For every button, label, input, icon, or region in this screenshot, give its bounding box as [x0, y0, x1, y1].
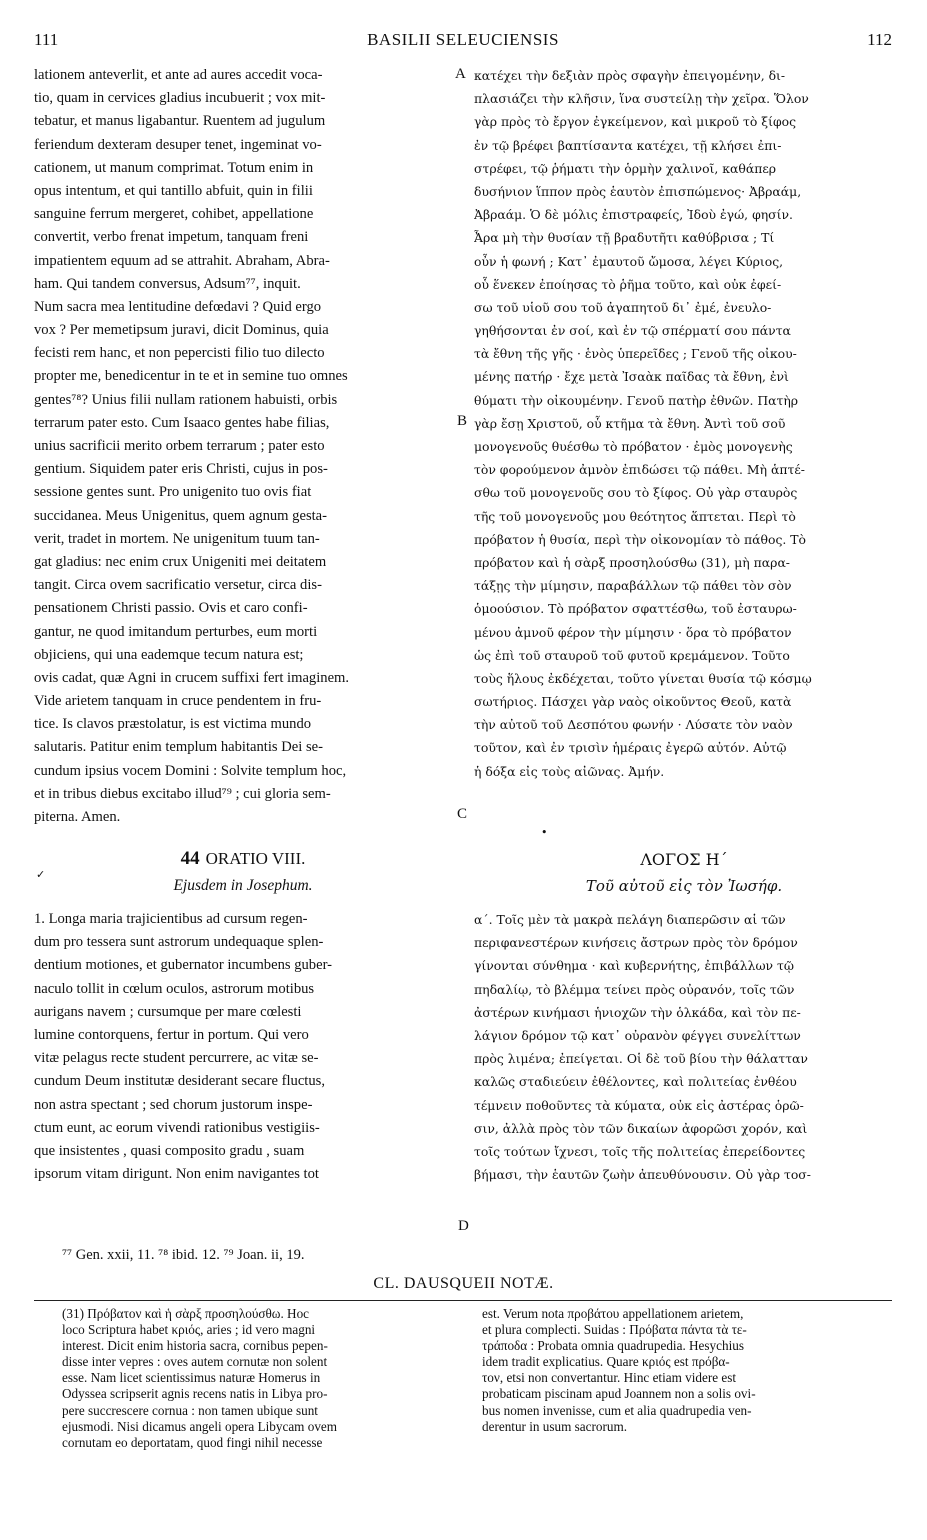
greek-text-line: γὰρ πρὸς τὸ ἔργον ἐγκείμενον, καὶ μικροῦ τὸ ξίφος: [474, 114, 797, 130]
greek-body-text-line: βήμασι, τὴν ἑαυτῶν ζωὴν ἀπευθύνουσιν. Οὐ γὰρ τοσ-: [474, 1167, 811, 1183]
notes-heading: CL. DAUSQUEII NOTÆ.: [373, 1275, 554, 1292]
section-marker-d: D: [458, 1218, 469, 1234]
latin-text-line: ham. Qui tandem conversus, Adsum⁷⁷, inquit.: [34, 275, 301, 292]
latin-column-body: [34, 908, 452, 1194]
latin-body-text-line: aurigans navem ; cursumque per mare cœlesti: [34, 1003, 302, 1020]
latin-text-line: gentium. Siquidem pater eris Christi, cujus in pos-: [34, 461, 328, 478]
latin-text-line: ovis cadat, quæ Agni in crucem suffixi fert imaginem.: [34, 669, 350, 686]
latin-body-text-line: dum pro tessera sunt astrorum undequaque splen-: [34, 934, 324, 951]
latin-text-line: convertit, verbo frenat impetum, tanquam freni: [34, 229, 309, 246]
greek-text-line: ἐν τῷ βρέφει βαπτίσαντα κατέχει, τῇ κλήσει ἐπι-: [474, 137, 782, 153]
note-right-text-line: τον, etsi non convertantur. Hinc etiam videre est: [482, 1370, 737, 1386]
greek-text-line: γὰρ ἔσῃ Χριστοῦ, οὗ κτῆμα τὰ ἔθνη. Ἀντὶ τοῦ σοῦ: [474, 415, 786, 431]
latin-text-line: opus intentum, et qui tantillo abfuit, quin in filii: [34, 182, 313, 199]
latin-text-line: Num sacra mea lentitudine defœdavi ? Quid ergo: [34, 298, 322, 315]
footnotes: ⁷⁷ Gen. xxii, 11. ⁷⁸ ibid. 12. ⁷⁹ Joan. ii, 19.: [62, 1247, 305, 1263]
latin-text-line: et in tribus diebus excitabo illud⁷⁹ ; cui gloria sem-: [34, 785, 331, 802]
greek-text-line: δυσήνιον ἵππον πρὸς ἑαυτὸν ἐπισπώμενος· Ἀβραάμ,: [474, 183, 802, 199]
latin-text-line: gat gladius: nec enim crux Unigeniti mei deitatem: [34, 553, 327, 570]
note-right-text-line: est. Verum nota προβάτου appellationem arietem,: [482, 1306, 744, 1321]
greek-body-text-line: α´. Τοῖς μὲν τὰ μακρὰ πελάγη διαπερῶσιν αἱ τῶν: [474, 912, 786, 927]
greek-text-line: σωτήριος. Πάσχει γὰρ ναὸς οἰκοῦντος Θεοῦ, κατὰ: [474, 694, 792, 710]
greek-body-text-line: περιφανεστέρων κινήσεις ἄστρων πρὸς τὸν δρόμον: [474, 935, 798, 951]
greek-body-text-line: γίνονται σύνθημα · καὶ κυβερνήτης, ἐπιβάλλων τῷ: [474, 958, 794, 974]
latin-text-line: fecisti rem hanc, et non pepercisti filio tuo dilecto: [34, 345, 325, 362]
latin-text-line: pensationem Christi passio. Ovis et caro confi-: [34, 600, 308, 617]
latin-body-text-line: dentium motiones, et gubernator incumbens guber-: [34, 957, 332, 974]
greek-text-line: τῆς τοῦ μονογενοῦς μου θεότητος ἅπτεται. Περὶ τὸ: [474, 508, 796, 524]
latin-text-line: gantur, ne quod imitandum perturbes, eum morti: [34, 623, 318, 640]
note-left-text-line: ejusmodi. Nisi dicamus angeli opera Libycam ovem: [62, 1418, 338, 1434]
latin-text-line: tebatur, et manus ligabantur. Ruentem ad jugulum: [34, 113, 326, 130]
greek-text-line: θύματι τὴν οἰκουμένην. Γενοῦ πατὴρ ἐθνῶν. Πατὴρ: [474, 392, 799, 408]
note-left-text-line: cornutam eo deportatam, quod fingi nihil necesse: [62, 1434, 323, 1450]
latin-text-line: impatientem equum ad se attrahit. Abraham, Abra-: [34, 252, 330, 269]
latin-title-text: ORATIO VIII.: [205, 849, 306, 868]
greek-text-line: Ἀβραάμ. Ὁ δὲ μόλις ἐπιστραφείς, Ἰδοὺ ἐγώ, φησίν.: [474, 207, 793, 223]
latin-text-line: Vide arietem tanquam in cruce pendentem in fru-: [34, 693, 322, 710]
latin-text-line: terrarum pater esto. Cum Isaaco gentes habe filias,: [34, 414, 330, 431]
greek-text-line: πρόβατον καὶ ἡ σὰρξ προσηλούσθω (31), μὴ παρα-: [474, 554, 790, 570]
latin-body-text-line: ctum eunt, ac eorum vivendi rationibus vestigiis-: [34, 1119, 320, 1136]
page-number-right: 112: [867, 30, 892, 49]
greek-oration-title: ΛΟΓΟΣ Η´: [640, 850, 728, 869]
greek-text-line: πρόβατον ἡ θυσία, περὶ τὴν οἰκονομίαν τὸ πάθος. Τὸ: [474, 531, 807, 547]
notes-rule: [34, 1300, 892, 1301]
latin-body-text-line: cundum Deum institutæ desiderant secare fluctus,: [34, 1073, 325, 1090]
latin-text-line: tio, quam in cervices gladius incubuerit ; vox mit-: [34, 90, 326, 107]
latin-text-line: propter me, benedicentur in te et in semine tuo omnes: [34, 368, 348, 385]
greek-body-text-line: τέμνειν ποθοῦντες τὰ κύματα, οὐκ εἰς ἀστέρας ὁρῶ-: [474, 1097, 804, 1113]
latin-text-line: succidanea. Meus Unigenitus, quem agnum gesta-: [34, 507, 328, 524]
greek-text-line: ἡ δόξα εἰς τοὺς αἰῶνας. Ἀμήν.: [474, 763, 665, 779]
greek-text-line: μένης πατήρ · ἔχε μετὰ Ἰσαὰκ παῖδας τὰ ἔθνη, ἐνὶ: [474, 369, 789, 385]
latin-text-line: tice. Is clavos præstolatur, is est victima mundo: [34, 716, 312, 733]
greek-text-line: μονογενοῦς θυέσθω τὸ πρόβατον · ἐμὸς μονογενὴς: [474, 439, 793, 454]
note-right-text-line: derentur in usum sacrorum.: [482, 1418, 628, 1434]
greek-text-line: πλασιάζει τὴν κλῆσιν, ἵνα συστείλῃ τὴν χεῖρα. Ὅλον: [474, 91, 809, 107]
note-right-text-line: bus nomen invenisse, cum et alia quadrupedia ven-: [482, 1402, 752, 1418]
note-left-text-line: disse inter vepres : oves autem cornutæ non solent: [62, 1354, 328, 1370]
note-right-text-line: et plura complecti. Suidas : Πρόβατα πάντα τὰ τε-: [482, 1322, 747, 1338]
note-left-text-line: interest. Dicit enim historia sacra, cornibus pepen-: [62, 1338, 328, 1354]
margin-mark-icon: ✓: [36, 868, 46, 881]
latin-text-line: salutaris. Patitur enim templum habitantis Dei se-: [34, 739, 323, 756]
latin-text-line: tangit. Circa ovem sacrificatio versetur, circa dis-: [34, 577, 322, 594]
section-marker-b: B: [457, 413, 468, 429]
latin-text-line: feriendum dexteram desuper tenet, ingeminat vo-: [34, 136, 322, 153]
margin-dot-icon: •: [541, 826, 548, 839]
greek-text-line: σω τοῦ υἱοῦ σου τοῦ ἀγαπητοῦ δι᾽ ἐμέ, ἐνευλο-: [474, 299, 772, 315]
greek-text-line: οὗ ἕνεκεν ἐποίησας τὸ ῥῆμα τοῦτο, καὶ οὐκ ἐφεί-: [474, 276, 782, 292]
latin-body-text-line: que insistentes , quasi composito gradu , suam: [34, 1142, 305, 1159]
latin-body-text-line: 1. Longa maria trajicientibus ad cursum regen-: [34, 911, 308, 927]
notes-column-left: [62, 1306, 454, 1456]
note-right-text-line: probaticam piscinam apud Joannem non a solis ovi-: [482, 1386, 756, 1402]
greek-text-line: τοῦτον, καὶ ἐν τρισὶν ἡμέραις ἐγερῶ αὐτόν. Αὐτῷ: [474, 740, 787, 756]
greek-column-top: [474, 64, 894, 794]
greek-text-line: τὸν φορούμενον ἀμνὸν ἐπιδώσει τῷ πάθει. Μὴ ἁπτέ-: [474, 462, 805, 478]
latin-text-line: sanguine ferrum mergeret, cohibet, appellatione: [34, 206, 314, 223]
greek-text-line: τοὺς ἥλους ἐκδέχεται, τοῦτο γίνεται θυσία τῷ κόσμῳ: [474, 670, 812, 686]
greek-text-line: τὴν αὐτοῦ τοῦ Δεσπότου φωνήν · Λύσατε τὸν ναὸν: [474, 717, 793, 733]
greek-body-text-line: λάγιον δρόμον τῷ κατ᾽ οὐρανὸν φέγγει συνελίττων: [474, 1027, 801, 1043]
latin-text-line: sessione gentes sunt. Pro unigenito tuo ovis fiat: [34, 484, 312, 501]
latin-text-line: lationem anteverlit, et ante ad aures accedit voca-: [34, 67, 323, 83]
note-right-text-line: idem tradit explicatius. Quare κριός est πρόβα-: [482, 1354, 730, 1370]
greek-text-line: σθω τοῦ μονογενοῦς σου τὸ ξίφος. Οὐ γὰρ σταυρὸς: [474, 485, 798, 501]
greek-body-text-line: πρὸς λιμένα; ἐπείγεται. Οἱ δὲ τοῦ βίου τὴν θάλατταν: [474, 1051, 808, 1067]
latin-text-line: cationem, ut manum comprimat. Totum enim in: [34, 159, 314, 176]
greek-text-line: στρέφει, τῷ ῥήματι τὴν ὁρμὴν χαλινοῖ, καθάπερ: [474, 160, 777, 176]
greek-column-body: [474, 908, 894, 1194]
note-right-text-line: τράποδα : Probata omnia quadrupedia. Hesychius: [482, 1338, 744, 1354]
latin-body-text-line: ipsorum vitam dirigunt. Non enim navigantes tot: [34, 1166, 319, 1183]
greek-body-text-line: ἀστέρων κινήμασι ἡνιοχῶν τὴν ὁλκάδα, καὶ τὸν πε-: [474, 1004, 801, 1020]
latin-text-line: verit, tradet in mortem. Ne unigenitum tuum tan-: [34, 530, 320, 547]
latin-text-line: gentes⁷⁸? Unius filii nullam rationem habuisti, orbis: [34, 391, 338, 408]
latin-column-top: [34, 64, 452, 834]
column-number: 44: [180, 848, 200, 869]
greek-text-line: οὖν ἡ φωνή ; Κατ᾽ ἐμαυτοῦ ὤμοσα, λέγει Κύριος,: [474, 253, 784, 269]
latin-oration-title: [34, 848, 452, 870]
greek-text-line: ὁμοούσιον. Τὸ πρόβατον σφαττέσθω, τοῦ ἐσταυρω-: [474, 601, 797, 617]
greek-text-line: ὡς ἐπὶ τοῦ σταυροῦ τοῦ φυτοῦ κρεμάμενον. Τοῦτο: [474, 647, 790, 663]
latin-text-line: objiciens, qui una eademque tecum natura est;: [34, 646, 304, 663]
greek-text-line: γηθήσονται ἐν σοί, καὶ ἐν τῷ σπέρματί σου πάντα: [474, 323, 791, 339]
greek-body-text-line: τοῖς τούτων ἴχνεσι, τοῖς τῆς πολιτείας ἐπερείδοντες: [474, 1143, 806, 1159]
page-number-left: 111: [34, 30, 59, 49]
section-marker-c: C: [457, 806, 468, 822]
greek-text-line: τὰ ἔθνη τῆς γῆς · ἑνὸς ὑπερεῖδες ; Γενοῦ τῆς οἰκου-: [474, 346, 797, 362]
latin-text-line: vox ? Per memetipsum juravi, dicit Dominus, quia: [34, 322, 329, 339]
latin-text-line: piterna. Amen.: [34, 809, 121, 825]
greek-body-text-line: σιν, ἀλλὰ πρὸς τὸν τῶν δικαίων ἀφορῶσι χορόν, καὶ: [474, 1120, 808, 1136]
latin-body-text-line: non astra spectant ; sed chorum justorum inspe-: [34, 1096, 313, 1113]
note-left-text-line: pere succrescere cornua : non tamen ubique sunt: [62, 1402, 318, 1418]
running-title: BASILII SELEUCIENSIS: [367, 30, 559, 49]
latin-text-line: cundum ipsius vocem Domini : Solvite templum hoc,: [34, 762, 347, 779]
latin-body-text-line: lumine contorquens, fertur in portum. Qui vero: [34, 1026, 309, 1043]
latin-body-text-line: vitæ pelagus recte student percurrere, ac vitæ se-: [34, 1050, 319, 1067]
running-header: [34, 30, 892, 56]
note-left-text-line: loco Scriptura habet κριός, aries ; id vero magni: [62, 1322, 316, 1338]
latin-body-text-line: naculo tollit in cœlum oculos, astrorum motibus: [34, 980, 315, 997]
latin-text-line: unius sacrificii merito orbem terrarum ; pater esto: [34, 438, 325, 454]
greek-body-text-line: πηδαλίῳ, τὸ βλέμμα τείνει πρὸς οὐρανόν, τοῖς τῶν: [474, 981, 795, 997]
section-marker-a: A: [455, 66, 466, 82]
greek-text-line: κατέχει τὴν δεξιὰν πρὸς σφαγὴν ἐπειγομένην, δι-: [474, 68, 786, 83]
greek-body-text-line: καλῶς σταδιεύειν ἐθέλοντες, καὶ πολιτείας ἐνθέου: [474, 1074, 797, 1090]
greek-oration-subtitle: Τοῦ αὐτοῦ εἰς τὸν Ἰωσήφ.: [585, 877, 783, 895]
notes-column-right: [482, 1306, 894, 1456]
note-left-text-line: Odyssea scripserit agnis recens natis in Libya pro-: [62, 1386, 328, 1402]
latin-oration-subtitle: Ejusdem in Josephum.: [173, 877, 313, 894]
greek-text-line: Ἆρα μὴ τὴν θυσίαν τῇ βραδυτῆτι καθύβρισα ; Τί: [474, 230, 775, 246]
note-left-text-line: esse. Nam licet scientissimus naturæ Homerus in: [62, 1370, 321, 1386]
greek-text-line: μένου ἀμνοῦ φέρον τὴν μίμησιν · ὅρα τὸ πρόβατον: [474, 624, 792, 640]
greek-text-line: τάξῃς τὴν μίμησιν, παραβάλλων τῷ πάθει τὸν σὸν: [474, 578, 792, 594]
note-left-text-line: (31) Πρόβατον καὶ ἡ σὰρξ προσηλούσθω. Hoc: [62, 1306, 310, 1321]
